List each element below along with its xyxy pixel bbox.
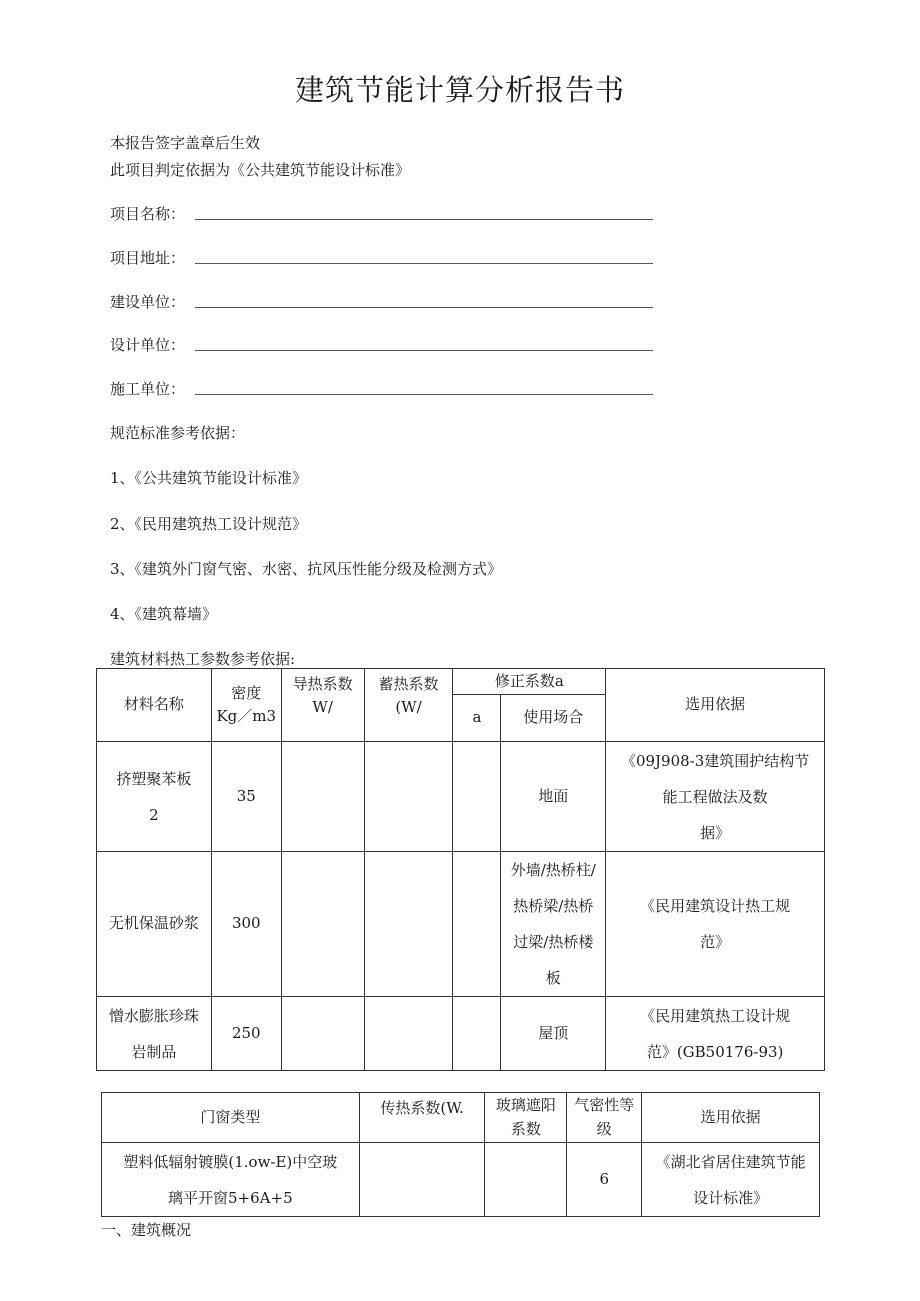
project-name-line bbox=[195, 219, 653, 220]
standard-item: 1、《公共建筑节能设计标准》 bbox=[110, 469, 308, 487]
airtight-value: 6 bbox=[567, 1143, 642, 1217]
window-type: 塑料低辐射镀膜(1.ow-E)中空玻 璃平开窗5+6A+5 bbox=[102, 1143, 360, 1217]
storage-value bbox=[364, 852, 453, 997]
conductivity-value bbox=[281, 852, 364, 997]
header-storage bbox=[364, 669, 453, 742]
table-row bbox=[102, 1143, 820, 1217]
shading-value bbox=[485, 1143, 567, 1217]
windows-table bbox=[101, 1092, 820, 1217]
header-density-unit: Kg／m3 bbox=[216, 707, 277, 725]
materials-caption: 建筑材料热工参数参考依据: bbox=[110, 650, 296, 668]
builder-unit-label: 施工单位： bbox=[110, 380, 186, 398]
header-airtight: 气密性等 级 bbox=[567, 1093, 642, 1143]
header-a: a bbox=[453, 695, 501, 742]
table-row bbox=[97, 742, 825, 852]
header-basis: 选用依据 bbox=[606, 669, 825, 742]
project-address-line bbox=[195, 263, 653, 264]
usage-value: 地面 bbox=[501, 742, 606, 852]
transfer-value bbox=[359, 1143, 485, 1217]
project-address-label: 项目地址： bbox=[110, 249, 186, 267]
density-value: 250 bbox=[211, 997, 281, 1071]
materials-table bbox=[96, 668, 825, 1071]
basis-value: 《民用建筑设计热工规 范》 bbox=[606, 852, 825, 997]
material-name: 挤塑聚苯板 2 bbox=[97, 742, 212, 852]
construction-unit-line bbox=[195, 307, 653, 308]
conductivity-value bbox=[281, 742, 364, 852]
usage-value: 外墙/热桥柱/ 热桥梁/热桥 过梁/热桥楼 板 bbox=[501, 852, 606, 997]
density-value: 35 bbox=[211, 742, 281, 852]
standards-heading: 规范标准参考依据： bbox=[110, 424, 246, 442]
header-window-type: 门窗类型 bbox=[102, 1093, 360, 1143]
design-unit-label: 设计单位： bbox=[110, 336, 186, 354]
a-value bbox=[453, 997, 501, 1071]
header-conductivity bbox=[281, 669, 364, 742]
header-storage-unit: (W/ bbox=[395, 698, 422, 717]
header-storage-line: 蓄热系数 bbox=[378, 675, 439, 693]
standard-item: 3、《建筑外门窗气密、水密、抗风压性能分级及检测方式》 bbox=[110, 560, 503, 578]
header-usage: 使用场合 bbox=[501, 695, 606, 742]
validity-note: 本报告签字盖章后生效 bbox=[110, 134, 261, 152]
table-row bbox=[97, 997, 825, 1071]
header-conductivity-unit: W/ bbox=[312, 698, 333, 717]
window-basis: 《湖北省居住建筑节能 设计标准》 bbox=[642, 1143, 820, 1217]
builder-unit-line bbox=[195, 394, 653, 395]
header-window-basis: 选用依据 bbox=[642, 1093, 820, 1143]
standard-item: 2、《民用建筑热工设计规范》 bbox=[110, 515, 308, 533]
basis-value: 《民用建筑热工设计规 范》(GB50176-93) bbox=[606, 997, 825, 1071]
usage-value: 屋顶 bbox=[501, 997, 606, 1071]
header-shading: 玻璃遮阳 系数 bbox=[485, 1093, 567, 1143]
basis-note: 此项目判定依据为《公共建筑节能设计标准》 bbox=[110, 161, 411, 179]
header-transfer: 传热系数(W. bbox=[359, 1093, 485, 1143]
header-density-line: 密度 bbox=[231, 683, 262, 702]
material-name: 无机保温砂浆 bbox=[97, 852, 212, 997]
header-conductivity-line: 导热系数 bbox=[292, 675, 353, 693]
density-value: 300 bbox=[211, 852, 281, 997]
header-correction: 修正系数a bbox=[453, 669, 606, 695]
a-value bbox=[453, 742, 501, 852]
report-title: 建筑节能计算分析报告书 bbox=[294, 73, 625, 107]
basis-value: 《09J908-3建筑围护结构节 能工程做法及数 据》 bbox=[606, 742, 825, 852]
storage-value bbox=[364, 742, 453, 852]
a-value bbox=[453, 852, 501, 997]
standard-item: 4、《建筑幕墙》 bbox=[110, 605, 218, 623]
storage-value bbox=[364, 997, 453, 1071]
material-name: 憎水膨胀珍珠 岩制品 bbox=[97, 997, 212, 1071]
section-heading: 一、建筑概况 bbox=[101, 1221, 192, 1239]
construction-unit-label: 建设单位： bbox=[110, 293, 186, 311]
header-material-name: 材料名称 bbox=[97, 669, 212, 742]
conductivity-value bbox=[281, 997, 364, 1071]
design-unit-line bbox=[195, 350, 653, 351]
header-density bbox=[211, 669, 281, 742]
table-row bbox=[97, 852, 825, 997]
project-name-label: 项目名称： bbox=[110, 205, 186, 223]
